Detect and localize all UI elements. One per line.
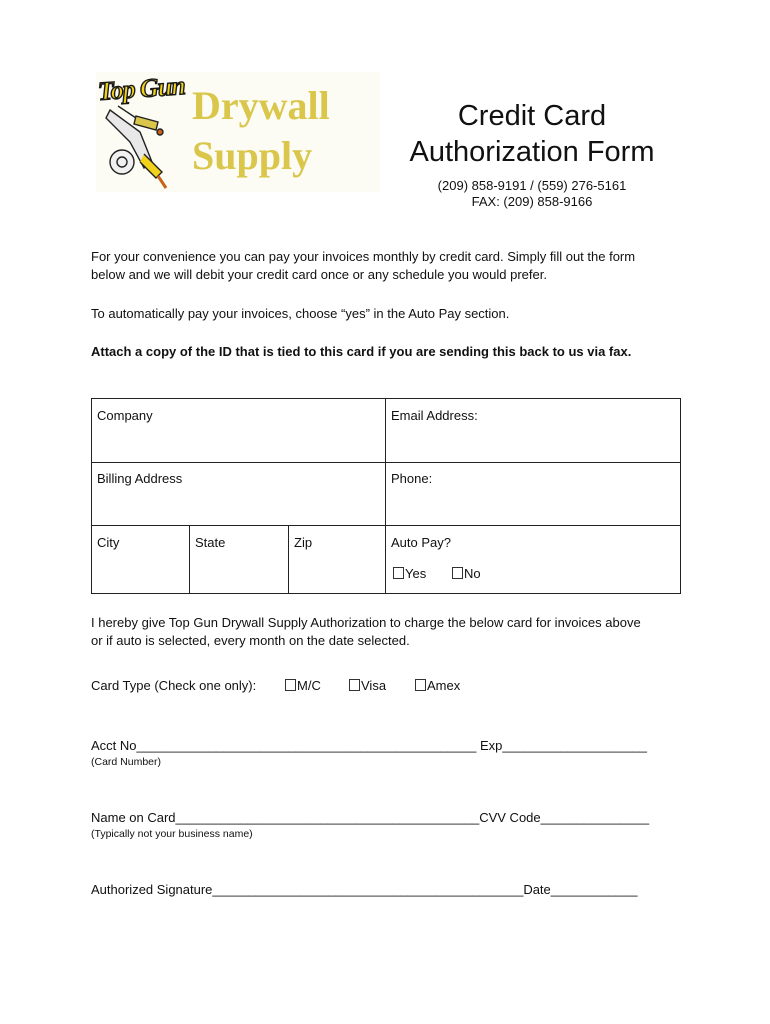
acct-label: Acct No [91,738,137,753]
table-column-divider [385,399,386,593]
intro-line-2: below and we will debit your credit card once or any schedule you would prefer. [91,267,547,282]
amex-checkbox[interactable] [415,679,426,691]
billing-address-field-label[interactable]: Billing Address [97,471,183,486]
date-blank-line[interactable]: ____________ [550,882,638,897]
auto-pay-yes-option[interactable] [393,566,426,581]
title-line-1: Credit Card [457,100,607,132]
yes-label: Yes [405,566,427,581]
cvv-label: CVV Code [479,810,541,825]
logo-brand-text: Top Gun [97,71,186,106]
signature-label: Authorized Signature [91,882,213,897]
table-row-divider [92,462,680,463]
phone-numbers: (209) 858-9191 / (559) 276-5161 [437,178,627,193]
no-label: No [464,566,481,581]
card-number-note: (Card Number) [91,756,162,768]
authorization-statement [91,614,691,650]
state-field-label[interactable]: State [195,535,226,550]
authorization-line-1: I hereby give Top Gun Drywall Supply Authorization to charge the below card for invoices above [91,615,641,630]
contact-info [392,178,672,210]
name-on-card-note: (Typically not your business name) [91,828,253,840]
email-field-label[interactable]: Email Address: [391,408,478,423]
title-line-2: Authorization Form [409,136,655,168]
auto-pay-no-option[interactable] [452,566,481,581]
logo-illustration [100,102,190,192]
amex-label: Amex [427,678,461,693]
acct-blank-line[interactable]: _______________________________________________ [136,738,477,753]
table-column-divider [189,525,190,593]
company-field-label[interactable]: Company [97,408,153,423]
intro-paragraph [91,248,691,284]
authorization-line-2: or if auto is selected, every month on the date selected. [91,633,410,648]
id-attach-instruction: Attach a copy of the ID that is tied to this card if you are sending this back to us via fax. [91,344,632,359]
signature-field[interactable] [91,882,638,897]
logo-word-drywall: Drywall [192,83,330,128]
cvv-blank-line[interactable]: _______________ [540,810,650,825]
auto-pay-instruction: To automatically pay your invoices, choose “yes” in the Auto Pay section. [91,306,510,321]
mc-checkbox[interactable] [285,679,296,691]
name-on-card-field[interactable] [91,810,649,825]
name-label: Name on Card [91,810,176,825]
intro-line-1: For your convenience you can pay your invoices monthly by credit card. Simply fill out the form [91,249,636,264]
no-checkbox[interactable] [452,567,463,579]
card-type-mc-option[interactable] [285,678,321,693]
form-title [392,98,672,170]
card-type-label: Card Type (Check one only): [91,678,257,693]
exp-blank-line[interactable]: ____________________ [502,738,647,753]
card-type-visa-option[interactable] [349,678,386,693]
mc-label: M/C [297,678,321,693]
exp-label: Exp [479,738,503,753]
table-column-divider [288,525,289,593]
visa-label: Visa [361,678,387,693]
yes-checkbox[interactable] [393,567,404,579]
logo-word-supply: Supply [192,133,313,178]
table-row-divider [92,525,680,526]
date-label: Date [523,882,551,897]
auto-pay-label: Auto Pay? [391,535,451,550]
customer-info-table [91,398,681,594]
card-type-amex-option[interactable] [415,678,460,693]
visa-checkbox[interactable] [349,679,360,691]
signature-blank-line[interactable]: ___________________________________________ [212,882,524,897]
city-field-label[interactable]: City [97,535,120,550]
zip-field-label[interactable]: Zip [294,535,313,550]
fax-number: FAX: (209) 858-9166 [471,194,593,209]
phone-field-label[interactable]: Phone: [391,471,433,486]
name-blank-line[interactable]: __________________________________________ [175,810,480,825]
account-number-field[interactable] [91,738,647,753]
